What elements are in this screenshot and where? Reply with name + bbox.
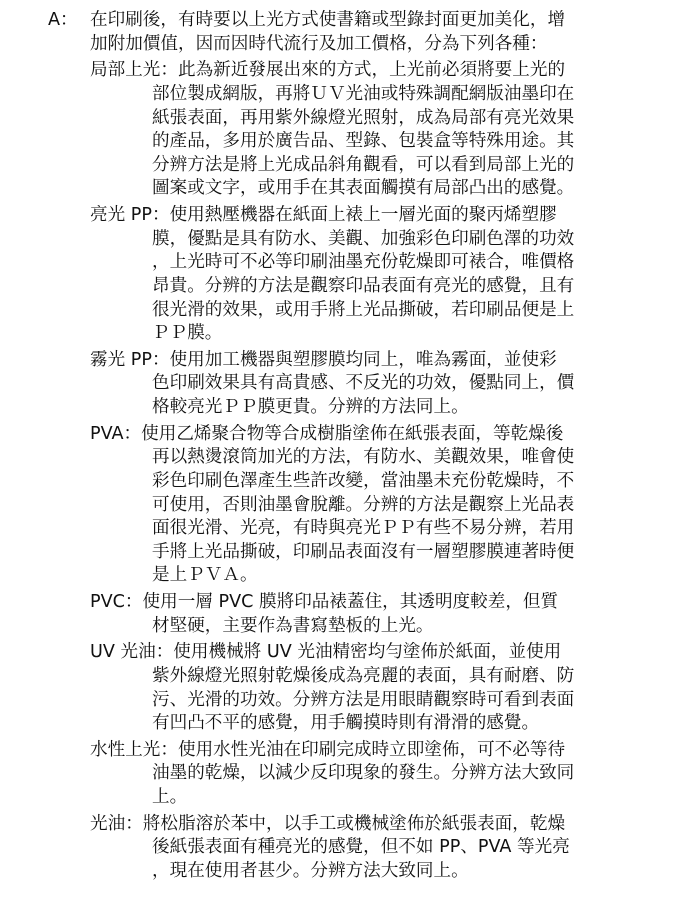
- question-marker: A：: [48, 10, 78, 30]
- item-heading-line: 光油：將松脂溶於苯中，以手工或機械塗佈於紙張表面，乾燥: [90, 814, 566, 834]
- item-heading-line: 霧光 PP：使用加工機器與塑膠膜均同上，唯為霧面，並使彩: [90, 350, 557, 370]
- text-line: 的產品，多用於廣告品、型錄、包裝盒等特殊用途。其: [152, 131, 575, 151]
- text-line: ，上光時可不必等印刷油墨充份乾燥即可裱合，唯價格: [152, 252, 575, 272]
- item-heading-line: 亮光 PP：使用熱壓機器在紙面上裱上一層光面的聚丙烯塑膠: [90, 205, 557, 225]
- item-heading-line: PVC：使用一層 PVC 膜將印品裱蓋住，其透明度較差，但質: [90, 592, 559, 612]
- text-line: 分辨方法是將上光成品斜角觀看，可以看到局部上光的: [152, 155, 575, 175]
- text-line: 昂貴。分辨的方法是觀察印品表面有亮光的感覺，且有: [152, 276, 575, 296]
- text-line: 污、光滑的功效。分辨方法是用眼睛觀察時可看到表面: [152, 690, 575, 710]
- item-heading-line: UV 光油：使用機械將 UV 光油精密均勻塗佈於紙面，並使用: [90, 642, 562, 662]
- text-line: 在印刷後，有時要以上光方式使書籍或型錄封面更加美化，增: [90, 10, 566, 30]
- text-line: 紫外線燈光照射乾燥後成為亮麗的表面，具有耐磨、防: [152, 666, 575, 686]
- text-line: 手將上光品撕破，印刷品表面沒有一層塑膠膜連著時便: [152, 542, 575, 562]
- text-line: 可使用，否則油墨會脫離。分辨的方法是觀察上光品表: [152, 495, 575, 515]
- item-heading-line: 水性上光：使用水性光油在印刷完成時立即塗佈，可不必等待: [90, 740, 566, 760]
- text-line: 後紙張表面有種亮光的感覺，但不如 PP、PVA 等光亮: [152, 837, 570, 857]
- text-line: 是上ＰＶＡ。: [152, 565, 258, 585]
- text-line: 油墨的乾燥，以減少反印現象的發生。分辨方法大致同: [152, 763, 575, 783]
- text-line: 加附加價值，因而因時代流行及加工價格，分為下列各種：: [90, 34, 548, 54]
- text-line: 有凹凸不平的感覺，用手觸摸時則有滑滑的感覺。: [152, 713, 540, 733]
- text-line: ＰＰ膜。: [152, 323, 223, 343]
- text-line: 材堅硬，主要作為書寫墊板的上光。: [152, 616, 434, 636]
- text-line: 很光滑的效果，或用手將上光品撕破，若印刷品便是上: [152, 300, 575, 320]
- text-line: 面很光滑、光亮，有時與亮光ＰＰ有些不易分辨，若用: [152, 518, 575, 538]
- text-line: 格較亮光ＰＰ膜更貴。分辨的方法同上。: [152, 397, 469, 417]
- text-line: 再以熱燙滾筒加光的方法，有防水、美觀效果，唯會使: [152, 447, 575, 467]
- text-line: 彩色印刷色澤產生些許改變，當油墨未充份乾燥時，不: [152, 471, 575, 491]
- text-line: 色印刷效果具有高貴感、不反光的功效，優點同上，價: [152, 373, 575, 393]
- text-line: 膜，優點是具有防水、美觀、加強彩色印刷色澤的功效: [152, 229, 575, 249]
- text-line: 上。: [152, 787, 188, 807]
- item-heading-line: PVA：使用乙烯聚合物等合成樹脂塗佈在紙張表面，等乾燥後: [90, 424, 564, 444]
- text-line: 紙張表面，再用紫外線燈光照射，成為局部有亮光效果: [152, 108, 575, 128]
- item-heading-line: 局部上光：此為新近發展出來的方式，上光前必須將要上光的: [90, 60, 566, 80]
- text-line: ，現在使用者甚少。分辨方法大致同上。: [152, 861, 469, 881]
- text-line: 部位製成網版，再將ＵＶ光油或特殊調配網版油墨印在: [152, 84, 575, 104]
- text-line: 圖案或文字，或用手在其表面觸摸有局部凸出的感覺。: [152, 178, 575, 198]
